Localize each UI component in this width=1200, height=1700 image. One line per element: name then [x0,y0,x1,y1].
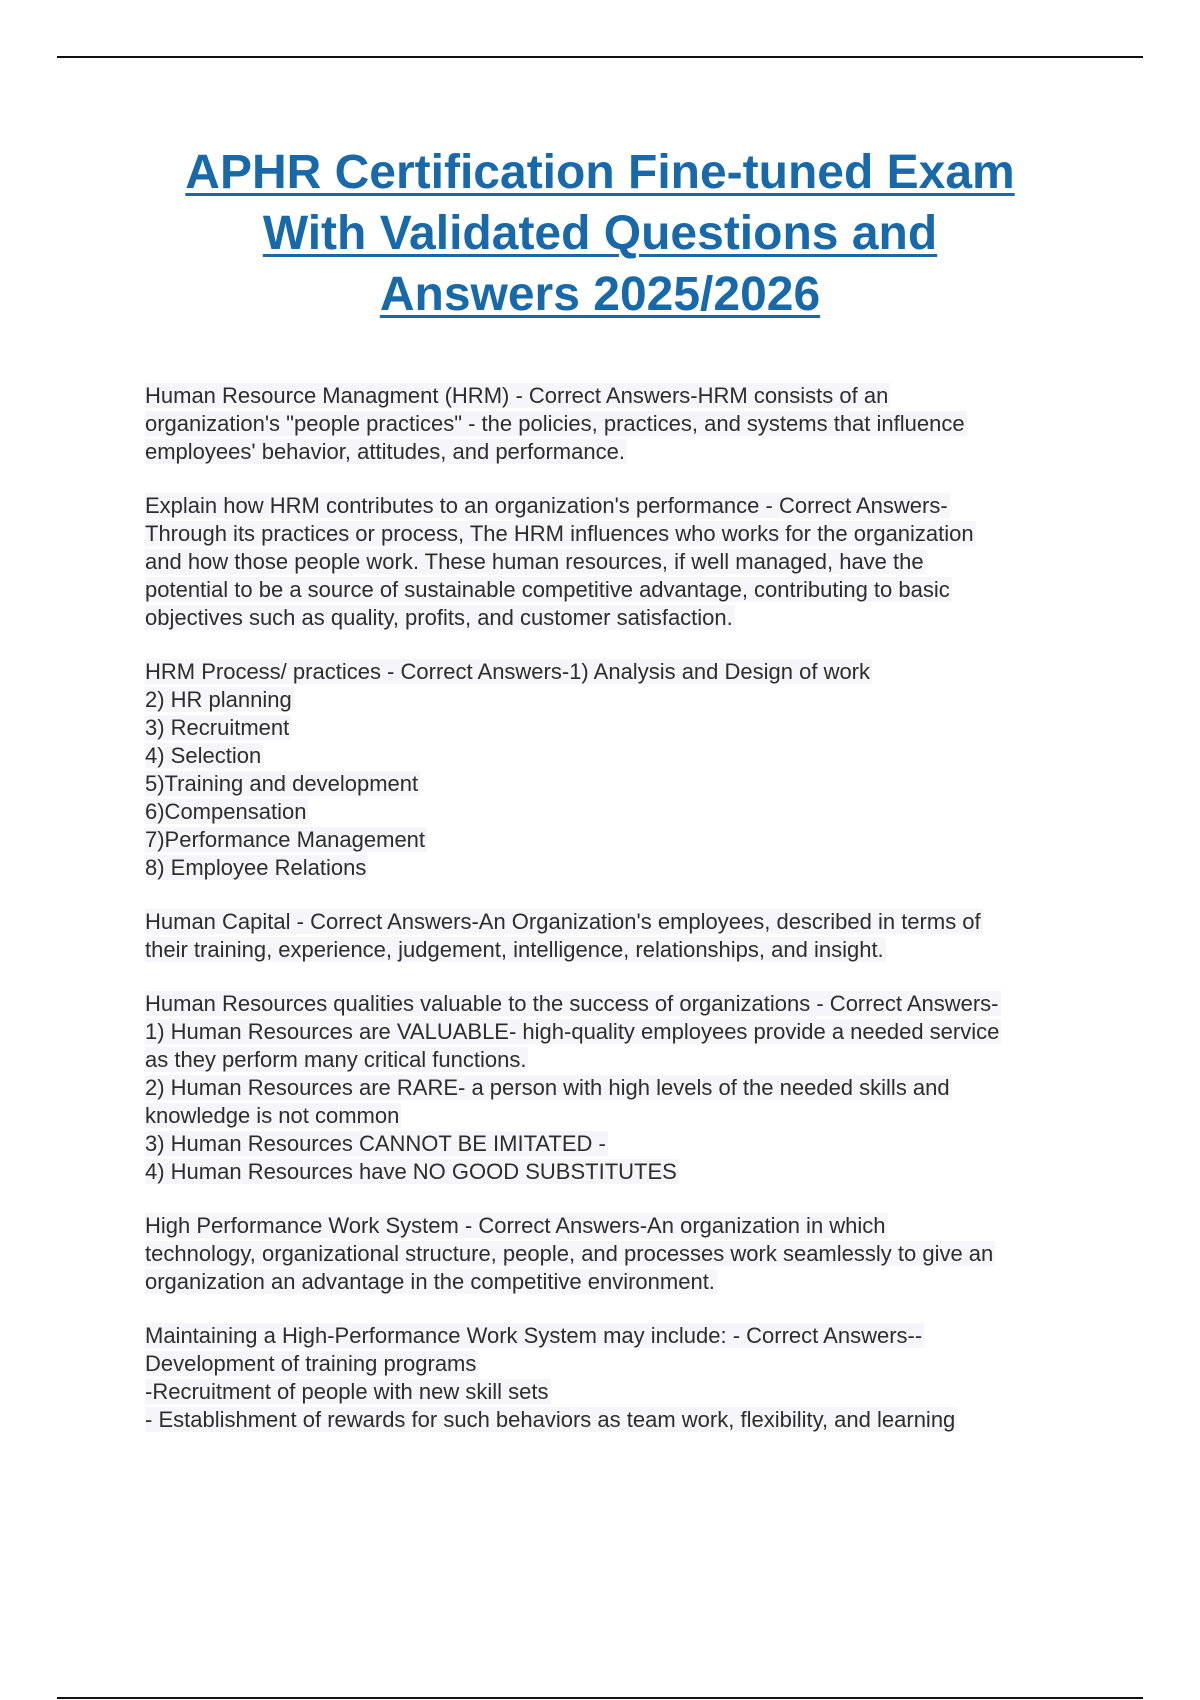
qa-line: 6)Compensation [145,799,307,824]
qa-content [145,382,1100,1460]
qa-line: 2) Human Resources are RARE- a person with high levels of the needed skills and [145,1075,950,1100]
qa-line: 8) Employee Relations [145,855,367,880]
page-title[interactable] [100,142,1100,325]
qa-entry-hpws [145,1212,1100,1296]
top-rule [57,56,1143,58]
qa-line: 3) Recruitment [145,715,290,740]
qa-line: as they perform many critical functions. [145,1047,527,1072]
qa-line: High Performance Work System - Correct Answers-An organization in which [145,1213,886,1238]
qa-line: technology, organizational structure, people, and processes work seamlessly to give an [145,1241,994,1266]
qa-line: Through its practices or process, The HRM influences who works for the organization [145,521,974,546]
qa-line: -Recruitment of people with new skill sets [145,1379,549,1404]
qa-line: 7)Performance Management [145,827,426,852]
qa-line: Human Resource Managment (HRM) - Correct Answers-HRM consists of an [145,383,889,408]
qa-line: HRM Process/ practices - Correct Answers-1) Analysis and Design of work [145,659,871,684]
qa-line: - Establishment of rewards for such behaviors as team work, flexibility, and learning [145,1407,956,1432]
title-line: APHR Certification Fine-tuned Exam [185,146,1015,199]
qa-entry-hrm [145,382,1100,466]
title-line: Answers 2025/2026 [379,268,821,321]
title-line: With Validated Questions and [262,207,938,260]
qa-line: potential to be a source of sustainable competitive advantage, contributing to basic [145,577,950,602]
bottom-rule [57,1697,1143,1699]
qa-entry-maintaining-hpws [145,1322,1100,1434]
qa-line: 5)Training and development [145,771,419,796]
qa-line: 4) Selection [145,743,262,768]
qa-entry-hrm-contribution [145,492,1100,632]
qa-line: Development of training programs [145,1351,477,1376]
qa-line: their training, experience, judgement, intelligence, relationships, and insight. [145,937,884,962]
qa-line: Human Capital - Correct Answers-An Organization's employees, described in terms of [145,909,981,934]
qa-line: and how those people work. These human resources, if well managed, have the [145,549,924,574]
qa-line: 1) Human Resources are VALUABLE- high-quality employees provide a needed service [145,1019,1000,1044]
qa-line: 3) Human Resources CANNOT BE IMITATED - [145,1131,606,1156]
qa-line: Explain how HRM contributes to an organization's performance - Correct Answers- [145,493,948,518]
qa-entry-hrm-process [145,658,1100,882]
qa-line: organization an advantage in the competitive environment. [145,1269,715,1294]
qa-line: objectives such as quality, profits, and customer satisfaction. [145,605,733,630]
qa-line: organization's "people practices" - the policies, practices, and systems that influence [145,411,965,436]
qa-entry-hr-qualities [145,990,1100,1186]
qa-line: 4) Human Resources have NO GOOD SUBSTITUTES [145,1159,677,1184]
qa-line: Maintaining a High-Performance Work System may include: - Correct Answers-- [145,1323,923,1348]
qa-line: knowledge is not common [145,1103,400,1128]
qa-line: Human Resources qualities valuable to the success of organizations - Correct Answers- [145,991,999,1016]
qa-entry-human-capital [145,908,1100,964]
qa-line: employees' behavior, attitudes, and performance. [145,439,625,464]
qa-line: 2) HR planning [145,687,292,712]
